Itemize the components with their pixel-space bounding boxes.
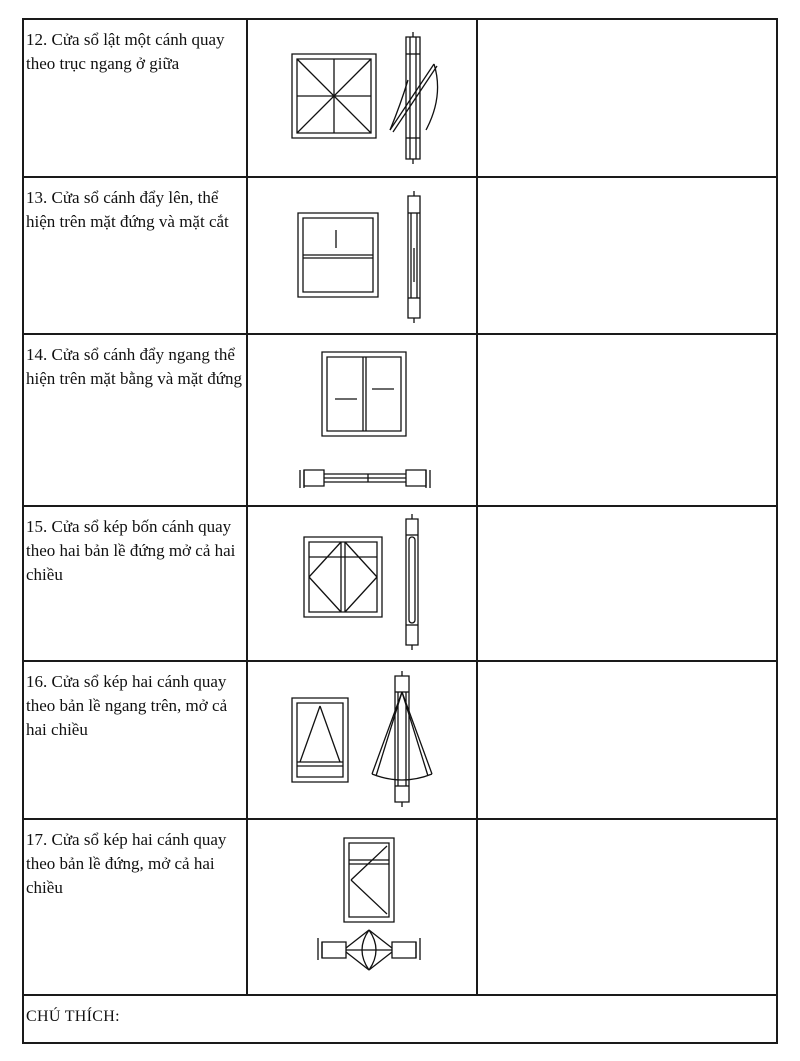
notes-cell — [477, 334, 777, 506]
symbol-cell — [247, 819, 477, 995]
description-cell — [23, 19, 247, 177]
symbol-cell — [247, 506, 477, 661]
top-hung-window-symbol-icon — [248, 662, 478, 818]
notes-cell — [477, 177, 777, 334]
table-row — [23, 819, 777, 995]
description-cell — [23, 334, 247, 506]
notes-cell — [477, 819, 777, 995]
double-casement-window-symbol-icon — [248, 507, 478, 660]
description-cell — [23, 819, 247, 995]
table-row — [23, 506, 777, 661]
notes-cell — [477, 506, 777, 661]
symbol-description: 17. Cửa sổ kép hai cánh quay theo bản lề đứng, mở cả hai chiều — [26, 830, 227, 897]
symbol-cell — [247, 177, 477, 334]
symbol-cell — [247, 661, 477, 819]
footer-label: CHÚ THÍCH: — [26, 1008, 120, 1025]
symbol-cell — [247, 334, 477, 506]
notes-cell — [477, 19, 777, 177]
symbol-cell — [247, 19, 477, 177]
window-symbols-table — [22, 18, 778, 1044]
symbol-description: 12. Cửa sổ lật một cánh quay theo trục ngang ở giữa — [26, 30, 225, 73]
table-row — [23, 177, 777, 334]
symbol-description: 14. Cửa sổ cánh đẩy ngang thể hiện trên mặt bằng và mặt đứng — [26, 345, 242, 388]
symbol-description: 13. Cửa sổ cánh đẩy lên, thể hiện trên mặt đứng và mặt cắt — [26, 188, 229, 231]
pivot-window-symbol-icon — [248, 20, 478, 176]
sash-window-symbol-icon — [248, 178, 478, 333]
table-row — [23, 661, 777, 819]
description-cell — [23, 506, 247, 661]
symbol-description: 15. Cửa sổ kép bốn cánh quay theo hai bản lề đứng mở cả hai chiều — [26, 517, 236, 584]
sliding-window-symbol-icon — [248, 335, 478, 505]
footer-cell — [23, 995, 777, 1043]
footer-row — [23, 995, 777, 1043]
notes-cell — [477, 661, 777, 819]
description-cell — [23, 177, 247, 334]
table-row — [23, 19, 777, 177]
symbol-description: 16. Cửa sổ kép hai cánh quay theo bản lề ngang trên, mở cả hai chiều — [26, 672, 228, 739]
table-row — [23, 334, 777, 506]
description-cell — [23, 661, 247, 819]
side-hung-window-symbol-icon — [248, 820, 478, 994]
